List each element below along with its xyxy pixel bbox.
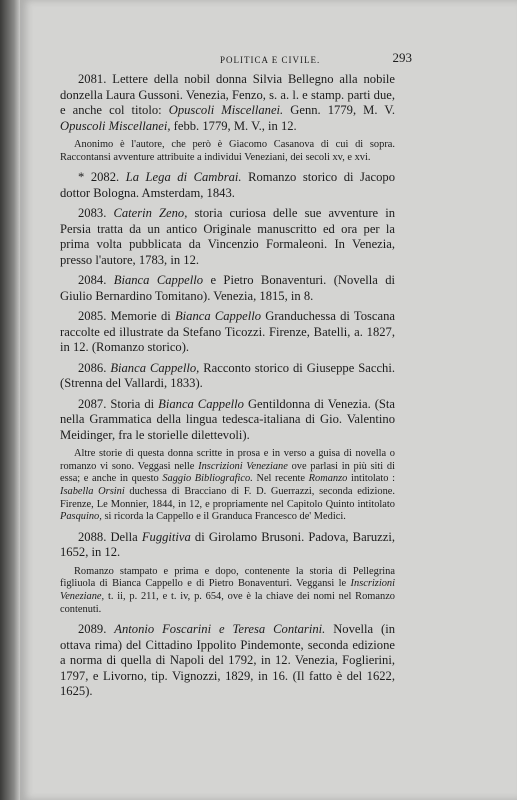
page-content xyxy=(60,72,395,705)
page-number: 293 xyxy=(392,50,412,65)
running-title: POLITICA E CIVILE. xyxy=(220,55,321,65)
entry-2085: 2085. Memorie di Bianca Cappello Granduchessa di Toscana raccolte ed illustrate da Stefano Ticozzi. Firenze, Batelli, a. 1827, in 12. (Romanzo storico). xyxy=(60,309,395,355)
entry-number: 2084. xyxy=(78,273,107,288)
entry-number: 2081. xyxy=(78,72,107,86)
entry-2084: 2084. Bianca Cappello e Pietro Bonaventuri. (Novella di Giulio Bernardino Tomitano). Venezia, 1815, in 8. xyxy=(60,273,395,303)
entry-number: 2089. xyxy=(78,622,107,637)
entry-2087: 2087. Storia di Bianca Cappello Gentildonna di Venezia. (Sta nella Grammatica della lingua tedesca-italiana di Gio. Valentino Meidinger, fra le storielle dilettevoli). xyxy=(60,396,395,442)
entry-2089: 2089. Antonio Foscarini e Teresa Contarini. Novella (in ottava rima) del Cittadino Ippolito Pindemonte, seconda edizione a norma di quella di Napoli del 1792, in 12. Venezia, Foglierini, 1797, e Livorno, tip. Vignozzi, 1829, in 16. (Il fatto è del 1622, 1625). xyxy=(60,622,395,699)
note-2088: Romanzo stampato e prima e dopo, contenente la storia di Pellegrina figliuola di Bianca Cappello e di Pietro Bonaventuri. Veggansi le Inscrizioni Veneziane, t. ii, p. 211, e t. iv, p. 654, ove è la chiave dei nomi nel Romanzo contenuti. xyxy=(60,565,395,615)
entry-number: 2083. xyxy=(78,206,107,221)
entry-2086: 2086. Bianca Cappello, Racconto storico di Giuseppe Sacchi. (Strenna del Vallardi, 1833). xyxy=(60,360,395,391)
entry-number: * 2082. xyxy=(78,170,120,185)
book-page xyxy=(20,0,517,800)
entry-2081: 2081. Lettere della nobil donna Silvia Bellegno alla nobile donzella Laura Gussoni. Venezia, Fenzo, s. a. l. e stamp. parti due, e anche col titolo: Opuscoli Miscellanei. Genn. 1779, M. V. Opuscoli Miscellanei, febb. 1779, M. V., in 12. xyxy=(60,72,395,133)
page-header xyxy=(60,50,412,70)
note-2087: Altre storie di questa donna scritte in prosa e in verso a guisa di novella o romanzo vi sono. Veggasi nelle Inscrizioni Veneziane ove parlasi in più siti di essa; e anche in questo Saggio Bibliografico. Nel recente Romanzo intitolato : Isabella Orsini duchessa di Bracciano di F. D. Guerrazzi, seconda edizione. Firenze, Le Monnier, 1844, in 12, e propriamente nel Capitolo Quinto intitolato Pasquino, si ricorda la Cappello e il Granduca Francesco de' Medici. xyxy=(60,448,396,523)
entry-number: 2087. xyxy=(78,396,107,411)
entry-number: 2085. xyxy=(78,309,107,324)
page-gutter-shadow xyxy=(0,0,20,800)
entry-number: 2086. xyxy=(78,360,107,375)
entry-2083: 2083. Caterin Zeno, storia curiosa delle sue avventure in Persia tratta da un antico Originale manuscritto ed ora per la prima volta pubblicata da Vincenzio Formaleoni. In Venezia, presso l'autore, 1783, in 12. xyxy=(60,206,396,267)
entry-2088: 2088. Della Fuggitiva di Girolamo Brusoni. Padova, Baruzzi, 1652, in 12. xyxy=(60,529,395,560)
note-2081: Anonimo è l'autore, che però è Giacomo Casanova di cui di sopra. Raccontansi avventure attribuite a individui Veneziani, dei secoli xv, e xvi. xyxy=(60,139,395,163)
entry-number: 2088. xyxy=(78,529,107,544)
entry-2082: * 2082. La Lega di Cambrai. Romanzo storico di Jacopo dottor Bologna. Amsterdam, 1843. xyxy=(60,170,395,200)
